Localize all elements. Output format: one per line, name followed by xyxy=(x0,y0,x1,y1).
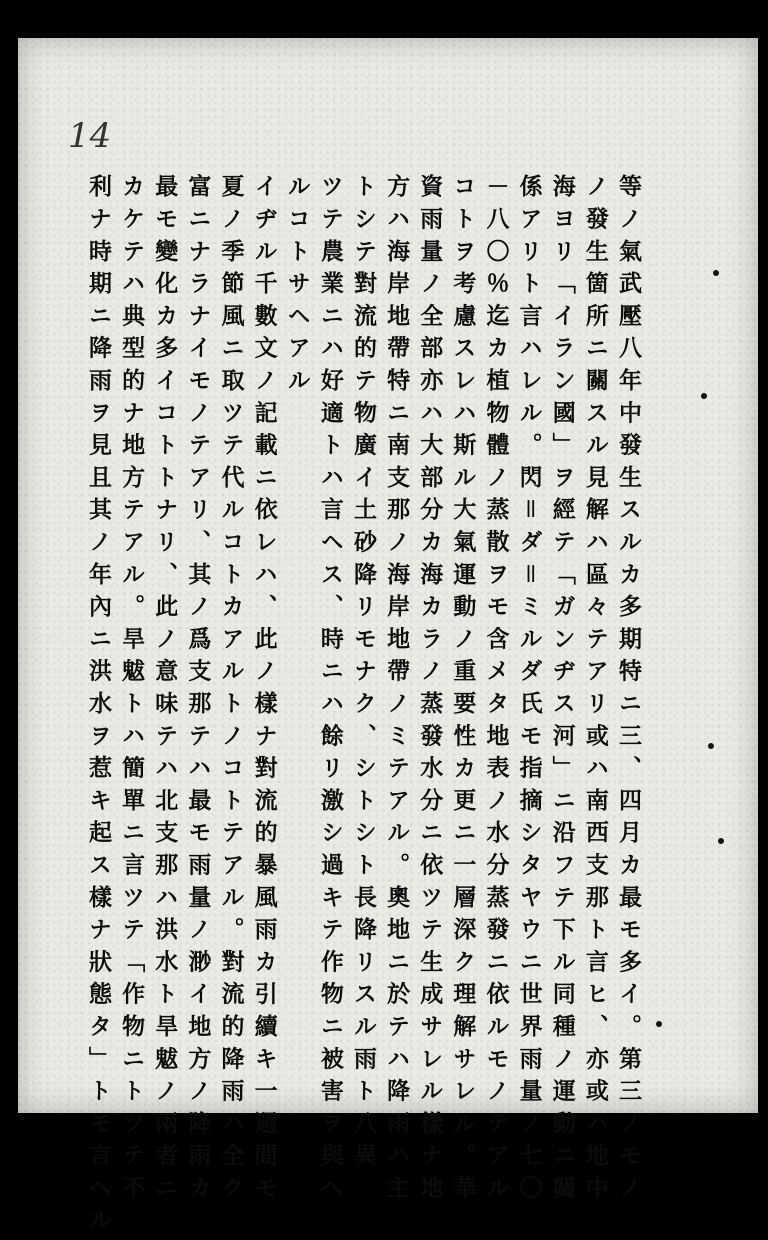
text-column: 資雨量ノ全部亦ハ大部分カ海カラノ蒸發水分ニ依ツテ生成サレル樣ナ地 xyxy=(416,174,444,1208)
text-column: －八〇％迄カ植物體ノ蒸散ヲモ含メタ地表ノ水分蒸發ニ依ルモノテアル xyxy=(482,174,510,1208)
text-column: ツテ農業ニハ好適トハ言ヘス、時ニハ餘リ激シ過キテ作物ニ被害ヲ與ヘ xyxy=(316,174,344,1208)
text-column: ルコトサヘアル xyxy=(283,174,311,401)
document-page xyxy=(18,38,758,1240)
text-column: 方ハ海岸地帶特ニ南支那ノ海岸地帶ノミテアル。奧地ニ於テハ降雨ハ主 xyxy=(383,174,411,1208)
text-column: コトヲ考慮スレハ斯ル大氣運動ノ重要性カ更ニ一層深ク理解サレル。華 xyxy=(449,174,477,1208)
text-column: イヂル千數文ノ記載ニ依レハ、此ノ樣ナ對流的暴風雨カ引續キ一週間モ xyxy=(250,174,278,1208)
ink-speck xyxy=(718,838,724,844)
text-column: 最モ變化カ多イコトトナリ、此ノ意味テハ北支那ハ洪水ト旱魃ノ兩者ニ xyxy=(151,174,179,1208)
ink-speck xyxy=(701,393,707,399)
text-column: カケテハ典型的ナ地方テアル。旱魃トハ簡單ニ言ツテ「作物ニトツテ不 xyxy=(118,174,146,1208)
text-column: 利ナ時期ニ降雨ヲ見且其ノ年內ニ洪水ヲ惹キ起ス樣ナ狀態タ」トモ言ヘル xyxy=(85,174,112,1240)
text-column: 夏ノ季節風ニ取ツテ代ルコトカアルトノコトテアル。對流的降雨ハ全ク xyxy=(217,174,245,1208)
text-column: 海ヨリ「イラン國」ヲ經テ「ガンヂス河」ニ沿フテ下ル同種ノ運動ニ關 xyxy=(548,174,576,1208)
text-column: ノ發生箇所ニ關スル見解ハ區々テアリ或ハ南西支那ト言ヒ、亦或ハ地中 xyxy=(581,174,609,1208)
vertical-text-body xyxy=(80,174,642,1240)
text-column: 等ノ氣武壓八年中發生スルカ多期特ニ三、四月カ最モ多イ。第三ノモノ xyxy=(615,174,642,1208)
page-number: 14 xyxy=(68,116,112,156)
ink-speck xyxy=(713,270,719,276)
text-column: トシテ對流的テ物廣イ土砂降リモナク、シトシト長降リスル雨ト八異 xyxy=(350,174,377,1176)
ink-speck xyxy=(656,1021,662,1027)
text-column: 富ニナラナイモノテアリ、其ノ爲支那テハ最モ雨量ノ渺イ地方ノ降雨カ xyxy=(184,174,212,1208)
text-column: 係アリト言ハレル。閃＝ダ＝ミルダ氏モ指摘シタヤウニ世界雨量ノ七〇 xyxy=(515,174,543,1208)
ink-speck xyxy=(708,743,714,749)
